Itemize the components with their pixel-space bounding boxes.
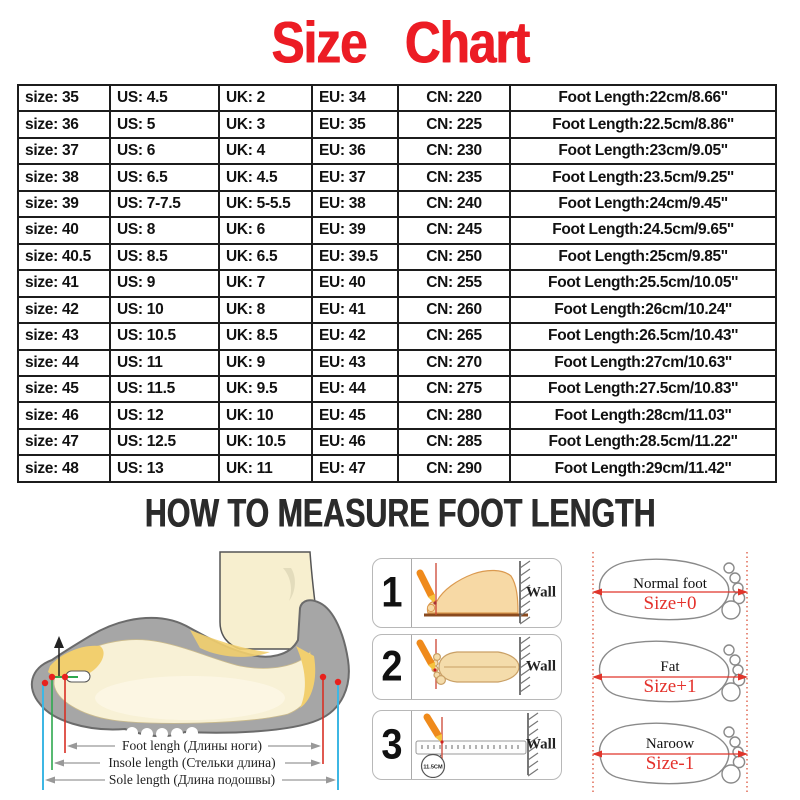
cell-uk: UK: 8 [219, 297, 312, 323]
table-row [18, 85, 776, 111]
cell-uk: UK: 9 [219, 350, 312, 376]
pencil-icon [427, 717, 444, 744]
cell-uk: UK: 6.5 [219, 244, 312, 270]
cell-eu: EU: 43 [312, 350, 398, 376]
cell-size: size: 36 [18, 111, 110, 137]
cell-foot_length: Foot Length:29cm/11.42'' [510, 455, 776, 482]
cell-eu: EU: 45 [312, 402, 398, 428]
cell-size: size: 44 [18, 350, 110, 376]
cell-cn: CN: 235 [398, 164, 510, 190]
cell-us: US: 10 [110, 297, 219, 323]
cell-us: US: 4.5 [110, 85, 219, 111]
cell-us: US: 11 [110, 350, 219, 376]
size-table-body [18, 85, 776, 482]
cell-eu: EU: 42 [312, 323, 398, 349]
cell-foot_length: Foot Length:24cm/9.45'' [510, 191, 776, 217]
cell-cn: CN: 280 [398, 402, 510, 428]
cell-foot_length: Foot Length:27cm/10.63'' [510, 350, 776, 376]
table-row [18, 402, 776, 428]
cell-eu: EU: 34 [312, 85, 398, 111]
cell-uk: UK: 3 [219, 111, 312, 137]
cell-foot_length: Foot Length:23cm/9.05'' [510, 138, 776, 164]
cell-cn: CN: 220 [398, 85, 510, 111]
pencil-icon [420, 573, 437, 605]
step-1-number [373, 559, 412, 627]
foot-top-icon [432, 652, 519, 684]
table-row [18, 297, 776, 323]
cell-eu: EU: 38 [312, 191, 398, 217]
table-row [18, 376, 776, 402]
table-row [18, 138, 776, 164]
cell-eu: EU: 35 [312, 111, 398, 137]
table-row [18, 111, 776, 137]
cell-us: US: 12.5 [110, 429, 219, 455]
cell-us: US: 10.5 [110, 323, 219, 349]
cell-us: US: 13 [110, 455, 219, 482]
cell-size: size: 47 [18, 429, 110, 455]
cell-eu: EU: 47 [312, 455, 398, 482]
cell-us: US: 6 [110, 138, 219, 164]
cell-eu: EU: 40 [312, 270, 398, 296]
measure-callout [422, 755, 445, 778]
cell-cn: CN: 250 [398, 244, 510, 270]
foot-length-label: Foot lengh (Длины ноги) [121, 738, 263, 753]
insole-length-label: Insole length (Стельки длина) [108, 755, 276, 770]
step-2-number [373, 635, 412, 699]
cell-cn: CN: 230 [398, 138, 510, 164]
step-2-number-text: 2 [381, 642, 403, 690]
ruler-note-text: 11.5CM [423, 764, 443, 771]
sole-length-label: Sole length (Длина подошвы) [108, 772, 276, 787]
cell-cn: CN: 270 [398, 350, 510, 376]
cell-foot_length: Foot Length:22cm/8.66'' [510, 85, 776, 111]
cell-cn: CN: 285 [398, 429, 510, 455]
fat-foot-label: Fat [660, 659, 680, 675]
cell-cn: CN: 225 [398, 111, 510, 137]
section-heading: HOW TO MEASURE FOOT LENGTH [144, 490, 656, 536]
cell-size: size: 48 [18, 455, 110, 482]
cell-uk: UK: 8.5 [219, 323, 312, 349]
cell-cn: CN: 245 [398, 217, 510, 243]
cell-size: size: 45 [18, 376, 110, 402]
table-row [18, 244, 776, 270]
ruler-icon [416, 741, 526, 754]
cell-uk: UK: 7 [219, 270, 312, 296]
cell-size: size: 40.5 [18, 244, 110, 270]
cell-uk: UK: 11 [219, 455, 312, 482]
measure-step-2 [372, 634, 562, 700]
table-row [18, 191, 776, 217]
wall-label-1: Wall [525, 584, 556, 601]
cell-size: size: 37 [18, 138, 110, 164]
cell-size: size: 40 [18, 217, 110, 243]
cell-uk: UK: 10.5 [219, 429, 312, 455]
cell-us: US: 8.5 [110, 244, 219, 270]
cell-cn: CN: 255 [398, 270, 510, 296]
page-title: Size Chart [271, 11, 529, 77]
narrow-foot-label: Naroow [645, 736, 695, 752]
cell-size: size: 39 [18, 191, 110, 217]
cell-us: US: 7-7.5 [110, 191, 219, 217]
narrow-foot-size-note: Size-1 [645, 753, 695, 774]
measure-step-3 [372, 710, 562, 780]
cell-us: US: 6.5 [110, 164, 219, 190]
table-row [18, 350, 776, 376]
cell-foot_length: Foot Length:26.5cm/10.43'' [510, 323, 776, 349]
cell-uk: UK: 9.5 [219, 376, 312, 402]
fat-foot-size-note: Size+1 [643, 676, 697, 697]
step-3-number-text: 3 [381, 720, 403, 768]
cell-us: US: 12 [110, 402, 219, 428]
cell-size: size: 38 [18, 164, 110, 190]
normal-foot-label: Normal foot [633, 576, 707, 592]
cell-foot_length: Foot Length:25cm/9.85'' [510, 244, 776, 270]
cell-foot_length: Foot Length:28.5cm/11.22'' [510, 429, 776, 455]
shoe-measurement-diagram [0, 548, 368, 800]
table-row [18, 323, 776, 349]
cell-cn: CN: 260 [398, 297, 510, 323]
cell-eu: EU: 36 [312, 138, 398, 164]
cell-uk: UK: 4.5 [219, 164, 312, 190]
cell-foot_length: Foot Length:27.5cm/10.83'' [510, 376, 776, 402]
cell-cn: CN: 290 [398, 455, 510, 482]
cell-cn: CN: 240 [398, 191, 510, 217]
foot-width-types-diagram [578, 552, 764, 797]
step-1-number-text: 1 [381, 568, 403, 616]
table-row [18, 164, 776, 190]
cell-foot_length: Foot Length:26cm/10.24'' [510, 297, 776, 323]
cell-cn: CN: 265 [398, 323, 510, 349]
cell-size: size: 42 [18, 297, 110, 323]
cell-foot_length: Foot Length:25.5cm/10.05'' [510, 270, 776, 296]
cell-uk: UK: 6 [219, 217, 312, 243]
cell-eu: EU: 37 [312, 164, 398, 190]
cell-uk: UK: 10 [219, 402, 312, 428]
cell-eu: EU: 39.5 [312, 244, 398, 270]
cell-eu: EU: 44 [312, 376, 398, 402]
cell-size: size: 43 [18, 323, 110, 349]
cell-uk: UK: 5-5.5 [219, 191, 312, 217]
table-row [18, 217, 776, 243]
cell-eu: EU: 41 [312, 297, 398, 323]
table-row [18, 429, 776, 455]
table-row [18, 455, 776, 482]
step-3-number [373, 711, 412, 779]
cell-cn: CN: 275 [398, 376, 510, 402]
cell-size: size: 41 [18, 270, 110, 296]
cell-foot_length: Foot Length:28cm/11.03'' [510, 402, 776, 428]
cell-size: size: 35 [18, 85, 110, 111]
cell-us: US: 8 [110, 217, 219, 243]
normal-foot-size-note: Size+0 [643, 593, 697, 614]
cell-eu: EU: 46 [312, 429, 398, 455]
cell-foot_length: Foot Length:23.5cm/9.25'' [510, 164, 776, 190]
table-row [18, 270, 776, 296]
cell-us: US: 9 [110, 270, 219, 296]
wall-label-3: Wall [525, 736, 556, 753]
cell-foot_length: Foot Length:24.5cm/9.65'' [510, 217, 776, 243]
cell-foot_length: Foot Length:22.5cm/8.86'' [510, 111, 776, 137]
foot-side-icon [427, 570, 518, 613]
cell-us: US: 5 [110, 111, 219, 137]
measure-step-1 [372, 558, 562, 628]
shoe-outline [32, 600, 349, 740]
cell-size: size: 46 [18, 402, 110, 428]
cell-uk: UK: 4 [219, 138, 312, 164]
cell-uk: UK: 2 [219, 85, 312, 111]
wall-label-2: Wall [525, 658, 556, 675]
size-chart-table [17, 84, 777, 483]
cell-eu: EU: 39 [312, 217, 398, 243]
cell-us: US: 11.5 [110, 376, 219, 402]
